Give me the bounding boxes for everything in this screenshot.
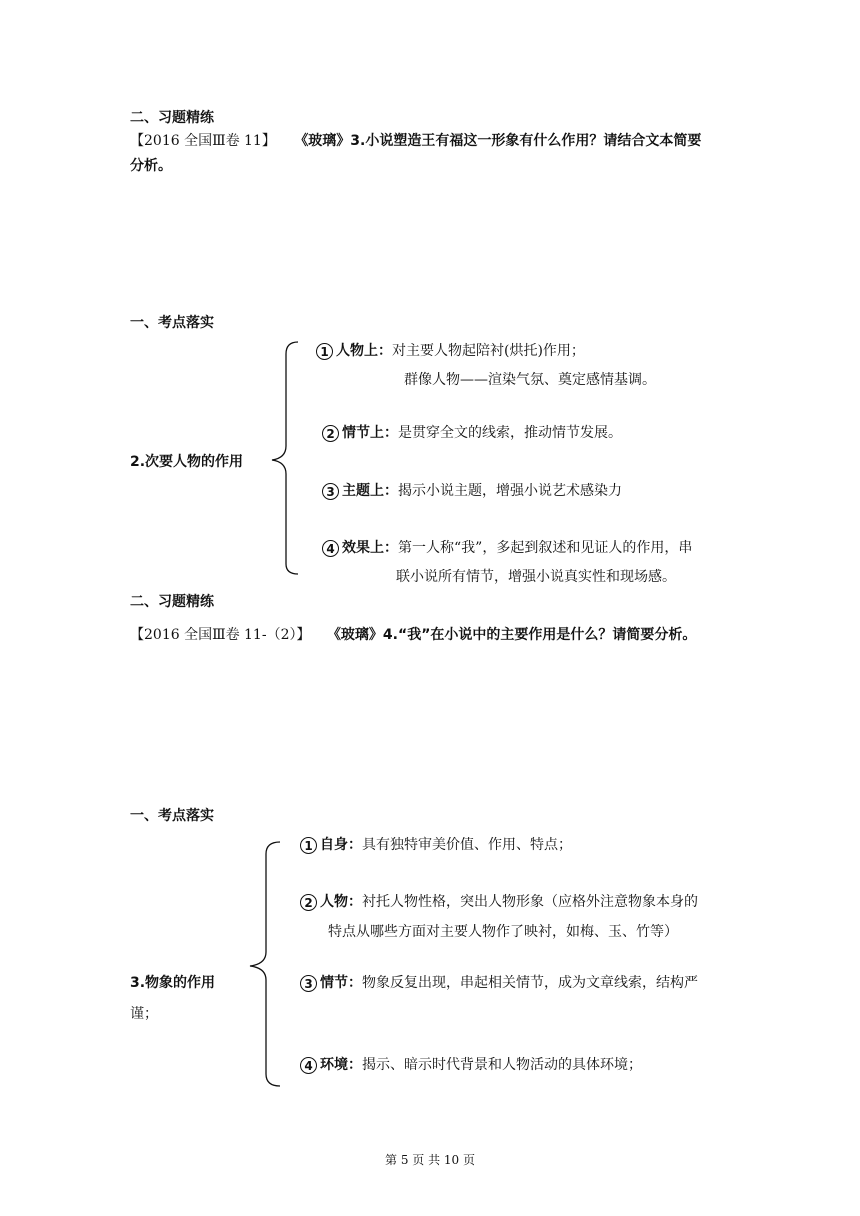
topic-secondary-characters: 2.次要人物的作用	[130, 454, 244, 470]
item-text: 物象反复出现，串起相关情节，成为文章线索，结构严	[362, 975, 698, 991]
item-person-line2: 特点从哪些方面对主要人物作了映衬，如梅、玉、竹等）	[328, 924, 678, 940]
question-2-text: 《玻璃》4.“我”在小说中的主要作用是什么？请简要分析。	[326, 627, 697, 643]
topic-wrap-text: 谨；	[130, 1006, 158, 1022]
circled-number-icon: 3	[322, 483, 339, 500]
item-environment	[300, 1054, 642, 1074]
circled-number-icon: 1	[300, 837, 317, 854]
item-label: 环境：	[320, 1057, 362, 1073]
section-heading-exercise-2: 二、习题精练	[130, 594, 214, 610]
item-person	[300, 891, 698, 911]
item-text: 对主要人物起陪衬(烘托)作用；	[392, 343, 585, 359]
page-footer: 第 5 页 共 10 页	[385, 1153, 475, 1167]
item-label: 情节上：	[342, 425, 398, 441]
item-effect-line2: 联小说所有情节，增强小说真实性和现场感。	[396, 569, 676, 585]
section-heading-exercise-1: 二、习题精练	[130, 110, 214, 126]
circled-number-icon: 1	[316, 343, 333, 360]
item-label: 人物：	[320, 894, 362, 910]
circled-number-icon: 2	[300, 894, 317, 911]
item-text: 是贯穿全文的线索，推动情节发展。	[398, 425, 622, 441]
circled-number-icon: 2	[322, 425, 339, 442]
question-1-text: 《玻璃》3.小说塑造王有福这一形象有什么作用？请结合文本简要	[294, 133, 702, 149]
item-self	[300, 834, 572, 854]
item-label: 主题上：	[342, 483, 398, 499]
item-label: 自身：	[320, 837, 362, 853]
question-1-source: 【2016 全国Ⅲ卷 11】	[130, 133, 276, 149]
item-text: 第一人称“我”，多起到叙述和见证人的作用，串	[398, 540, 693, 556]
question-1-line2: 分析。	[130, 158, 172, 174]
section-heading-keypoints-1: 一、考点落实	[130, 315, 214, 331]
item-text: 揭示小说主题，增强小说艺术感染力	[398, 483, 622, 499]
item-label: 人物上：	[336, 343, 392, 359]
item-characters	[316, 340, 585, 360]
curly-brace-icon	[266, 338, 302, 578]
question-2-source: 【2016 全国Ⅲ卷 11-（2）】	[130, 627, 311, 643]
item-characters-line2: 群像人物——渲染气氛、奠定感情基调。	[404, 372, 656, 388]
item-text: 具有独特审美价值、作用、特点；	[362, 837, 572, 853]
item-label: 效果上：	[342, 540, 398, 556]
item-effect	[322, 537, 692, 557]
item-text: 揭示、暗示时代背景和人物活动的具体环境；	[362, 1057, 642, 1073]
question-2-line	[130, 624, 696, 644]
circled-number-icon: 4	[300, 1057, 317, 1074]
circled-number-icon: 3	[300, 975, 317, 992]
section-heading-keypoints-2: 一、考点落实	[130, 808, 214, 824]
circled-number-icon: 4	[322, 540, 339, 557]
item-label: 情节：	[320, 975, 362, 991]
item-text: 衬托人物性格，突出人物形象（应格外注意物象本身的	[362, 894, 698, 910]
topic-object-role: 3.物象的作用	[130, 975, 216, 991]
question-1-line1	[130, 130, 701, 150]
item-plot-object	[300, 972, 698, 992]
item-plot	[322, 422, 622, 442]
item-theme	[322, 480, 622, 500]
curly-brace-icon	[244, 836, 284, 1090]
